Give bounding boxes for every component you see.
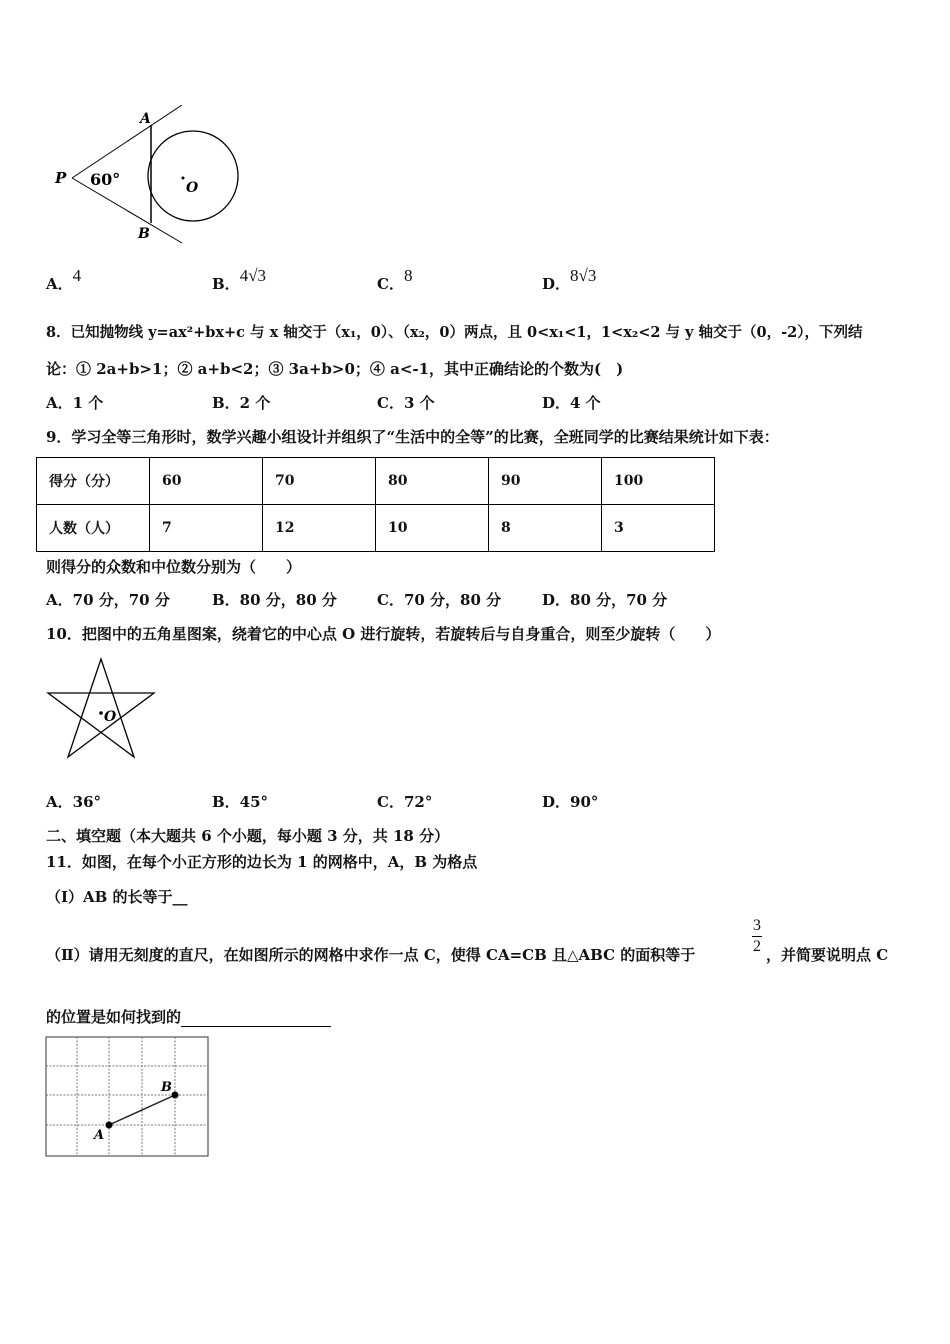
- q10-stem: 10．把图中的五角星图案，绕着它的中心点 O 进行旋转，若旋转后与自身重合，则至少旋转（ ）: [46, 625, 721, 643]
- q9-option-d: D．80 分，70 分: [542, 591, 668, 609]
- angle-label: 60°: [90, 170, 121, 189]
- table-cell: 7: [150, 505, 263, 552]
- label-O: O: [104, 709, 117, 725]
- q11-part3: 的位置是如何找到的: [46, 1006, 331, 1027]
- q9-question: 则得分的众数和中位数分别为（ ）: [46, 558, 302, 576]
- table-row: [37, 505, 715, 552]
- label-O: O: [186, 180, 199, 196]
- q7-circle-tangent-figure: [50, 105, 245, 245]
- q11-part2: （Ⅱ）请用无刻度的直尺，在如图所示的网格中求作一点 C，使得 CA=CB 且△ABC 的面积等于: [46, 946, 696, 964]
- table-cell: 12: [263, 505, 376, 552]
- fraction-three-halves: 3 2: [753, 917, 761, 955]
- q7-option-d: D．8√3: [542, 266, 597, 293]
- q7-option-b: B．4√3: [212, 266, 267, 293]
- table-header-cell: 人数（人）: [37, 505, 150, 552]
- table-cell: 60: [150, 458, 263, 505]
- q8-option-a: A．1 个: [46, 394, 104, 412]
- q9-option-b: B．80 分，80 分: [212, 591, 337, 609]
- label-P: P: [55, 169, 67, 187]
- table-cell: 3: [602, 505, 715, 552]
- q8-option-c: C．3 个: [377, 394, 435, 412]
- q11-grid-figure: [44, 1035, 212, 1159]
- q10-option-c: C．72°: [377, 793, 433, 811]
- q11-part2-end: ，并简要说明点 C: [766, 946, 889, 964]
- table-cell: 90: [489, 458, 602, 505]
- q8-option-d: D．4 个: [542, 394, 601, 412]
- table-header-cell: 得分（分）: [37, 458, 150, 505]
- section-heading: 二、填空题（本大题共 6 个小题，每小题 3 分，共 18 分）: [46, 827, 450, 845]
- answer-blank[interactable]: [181, 1010, 331, 1027]
- q9-option-a: A．70 分，70 分: [46, 591, 170, 609]
- table-cell: 70: [263, 458, 376, 505]
- q10-option-b: B．45°: [212, 793, 269, 811]
- q7-option-c: C．8: [377, 266, 413, 293]
- table-cell: 10: [376, 505, 489, 552]
- q10-option-d: D．90°: [542, 793, 599, 811]
- q9-stem: 9．学习全等三角形时，数学兴趣小组设计并组织了“生活中的全等”的比赛，全班同学的比赛结果统计如下表：: [46, 428, 779, 446]
- table-cell: 100: [602, 458, 715, 505]
- table-cell: 8: [489, 505, 602, 552]
- q7-option-a: A．4: [46, 266, 82, 293]
- q10-star-figure: [44, 657, 159, 760]
- q9-score-table: [36, 457, 715, 552]
- q9-option-c: C．70 分，80 分: [377, 591, 502, 609]
- table-row: [37, 458, 715, 505]
- label-A: A: [140, 111, 151, 127]
- label-B: B: [161, 1080, 172, 1095]
- q11-stem: 11．如图，在每个小正方形的边长为 1 的网格中，A，B 为格点: [46, 853, 478, 871]
- q8-stem-line2: 论：① 2a+b>1；② a+b<2；③ 3a+b>0；④ a<-1，其中正确结论的个数为( ): [46, 360, 624, 378]
- table-cell: 80: [376, 458, 489, 505]
- label-A: A: [94, 1128, 105, 1143]
- q10-option-a: A．36°: [46, 793, 102, 811]
- q11-part1: （Ⅰ）AB 的长等于__: [46, 888, 188, 906]
- q8-stem-line1: 8．已知抛物线 y=ax²+bx+c 与 x 轴交于（x₁，0）、（x₂，0）两点，且 0<x₁<1，1<x₂<2 与 y 轴交于（0，-2），下列结: [46, 324, 863, 341]
- q8-option-b: B．2 个: [212, 394, 271, 412]
- label-B: B: [138, 226, 150, 242]
